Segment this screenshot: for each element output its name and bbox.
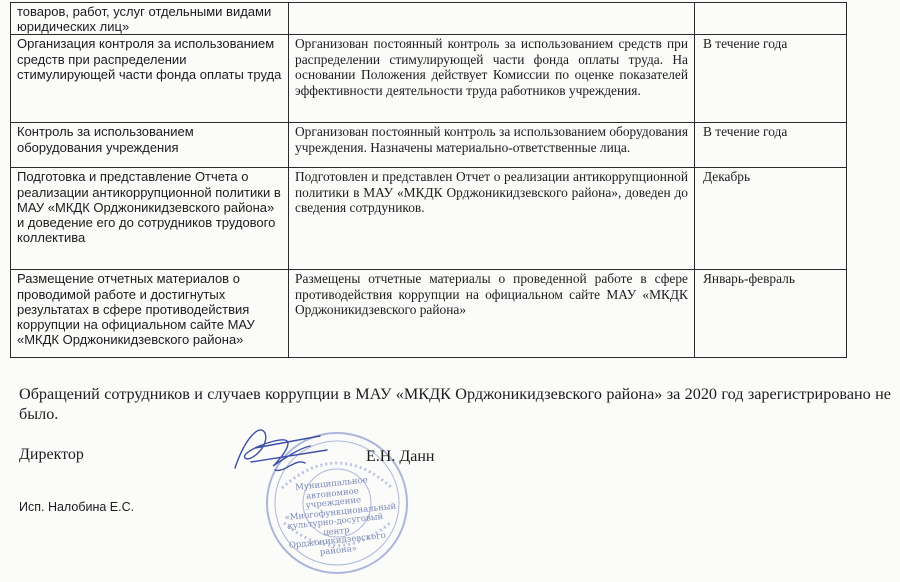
measure-cell: Организация контроля за использованием средств при распределении стимулирующей части фонда оплаты труда [11, 35, 289, 123]
result-cell: Организован постоянный контроль за использованием средств при распределении стимулирующей части фонда оплаты труда. На основании Положения действует Комиссии по оценке показателей эффективности деятельности труда работников учреждения. [289, 35, 695, 123]
period-cell [695, 3, 847, 35]
executor-line: Исп. Налобина Е.С. [19, 500, 135, 514]
measure-cell: Подготовка и представление Отчета о реализации антикоррупционной политики в МАУ «МКДК Орджоникидзевского района» и доведение его до сотрудников трудового коллектива [11, 168, 289, 270]
measure-cell: товаров, работ, услуг отдельными видами юридических лиц» [11, 3, 289, 35]
stamp-text: Муниципальное автономное учреждение «Многофункциональный культурно-досуговый центр Орджоникидзевского района» [284, 475, 397, 558]
measure-cell: Размещение отчетных материалов о проводимой работе и достигнутых результатах в сфере противодействия коррупции на официальном сайте МАУ «МКДК Орджоникидзевского района» [11, 270, 289, 358]
director-title: Директор [19, 446, 84, 463]
director-name: Е.Н. Данн [366, 448, 435, 465]
result-cell: Размещены отчетные материалы о проведенной работе в сфере противодействия коррупции на официальном сайте МАУ «МКДК Орджоникидзевского района» [289, 270, 695, 358]
table-row [11, 168, 847, 270]
measure-cell: Контроль за использованием оборудования учреждения [11, 123, 289, 168]
table-row [11, 3, 847, 35]
result-cell: Подготовлен и представлен Отчет о реализации антикоррупционной политики в МАУ «МКДК Орджоникидзевского района», доведен до сведения сотрдуников. [289, 168, 695, 270]
period-cell: Январь-февраль [695, 270, 847, 358]
period-cell: В течение года [695, 123, 847, 168]
result-cell: Организован постоянный контроль за использованием оборудования учреждения. Назначены материально-ответственные лица. [289, 123, 695, 168]
result-cell [289, 3, 695, 35]
table-row [11, 270, 847, 358]
period-cell: Декабрь [695, 168, 847, 270]
table-row [11, 123, 847, 168]
measures-table [10, 2, 847, 358]
director-signature [215, 418, 345, 488]
conclusion-paragraph: Обращений сотрудников и случаев коррупции в МАУ «МКДК Орджоникидзевского района» за 2020 год зарегистрировано не было. [19, 385, 891, 423]
period-cell: В течение года [695, 35, 847, 123]
table-row [11, 35, 847, 123]
